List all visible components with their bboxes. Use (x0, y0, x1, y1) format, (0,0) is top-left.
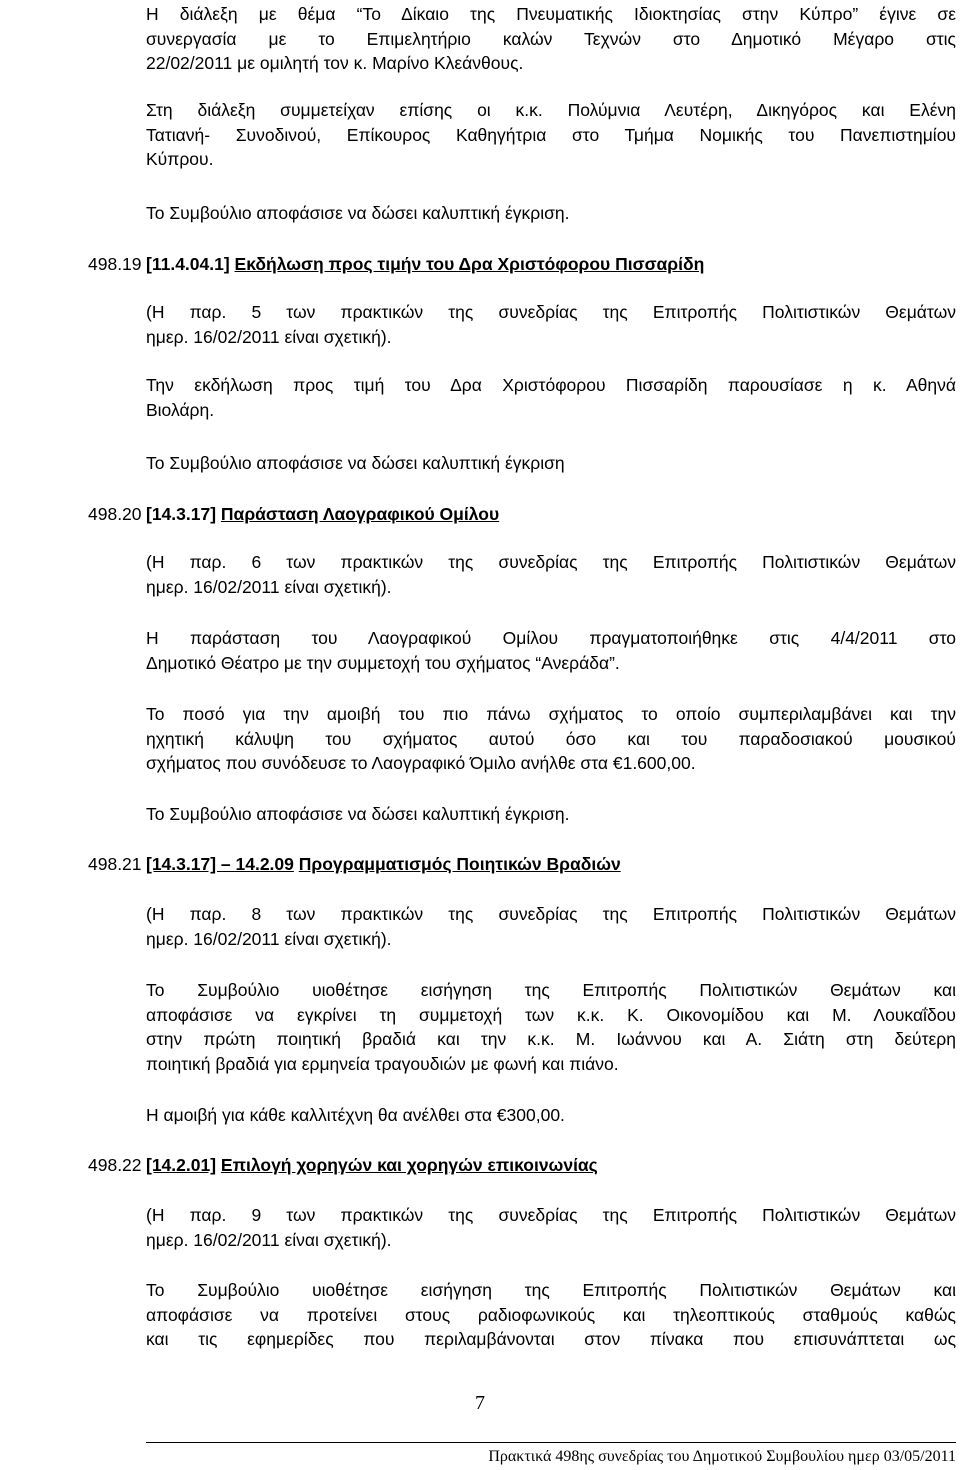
text-line: και τις εφημερίδες που περιλαμβάνονται στον πίνακα που επισυνάπτεται ως (146, 1329, 956, 1350)
page-number: 7 (475, 1392, 485, 1414)
text-line: συνεργασία με το Επιμελητήριο καλών Τεχνών στο Δημοτικό Μέγαρο στις (146, 28, 956, 49)
item-ref: [14.3.17] – 14.2.09 (146, 854, 294, 874)
item-title: Παράσταση Λαογραφικού Ομίλου (220, 504, 500, 524)
text-line: Τατιανή- Συνοδινού, Επίκουρος Καθηγήτρια στο Τμήμα Νομικής του Πανεπιστημίου (146, 124, 956, 145)
item-ref-note (146, 550, 956, 599)
item-title: Προγραμματισμός Ποιητικών Βραδιών (298, 854, 621, 874)
text-line: Το ποσό για την αμοιβή του πιο πάνω σχήματος το οποίο συμπεριλαμβάνει και την (146, 704, 956, 724)
item-heading-498-19 (88, 252, 958, 276)
text-line: Η αμοιβή για κάθε καλλιτέχνη θα ανέλθει στα €300,00. (146, 1105, 565, 1125)
text-line: (Η παρ. 5 των πρακτικών της συνεδρίας της Επιτροπής Πολιτιστικών Θεμάτων (146, 302, 956, 322)
text-line: ημερ. 16/02/2011 είναι σχετική). (146, 928, 392, 949)
text-line: αποφάσισε να εγκρίνει τη συμμετοχή των κ.κ. Κ. Οικονομίδου και Μ. Λουκαΐδου (146, 1004, 956, 1025)
item-body-paragraph (146, 1103, 956, 1128)
item-ref: [11.4.04.1] (146, 254, 230, 274)
text-line: ημερ. 16/02/2011 είναι σχετική). (146, 326, 392, 347)
text-line: Στη διάλεξη συμμετείχαν επίσης οι κ.κ. Πολύμνια Λευτέρη, Δικηγόρος και Ελένη (146, 100, 956, 120)
item-ref-note (146, 300, 956, 349)
footer-divider (146, 1442, 956, 1443)
item-heading-498-21 (88, 852, 958, 876)
item-body-paragraph (146, 1278, 956, 1352)
item-ref-note (146, 902, 956, 951)
text-line: Βιολάρη. (146, 399, 215, 420)
item-body-paragraph (146, 626, 956, 675)
item-number: 498.22 (88, 1155, 142, 1175)
text-line: (Η παρ. 8 των πρακτικών της συνεδρίας της Επιτροπής Πολιτιστικών Θεμάτων (146, 904, 956, 924)
text-line: ημερ. 16/02/2011 είναι σχετική). (146, 576, 392, 597)
item-heading-498-22 (88, 1153, 958, 1177)
item-number: 498.19 (88, 254, 142, 274)
item-ref: [14.3.17] (146, 504, 217, 524)
paragraph-lecture-intro (146, 2, 956, 76)
text-line: Η διάλεξη με θέμα “Το Δίκαιο της Πνευματικής Ιδιοκτησίας στην Κύπρο” έγινε σε (146, 4, 956, 24)
text-line: 22/02/2011 με ομιλητή τον κ. Μαρίνο Κλεάνθους. (146, 53, 524, 74)
item-body-paragraph (146, 802, 956, 827)
item-ref: [14.2.01] (146, 1155, 217, 1175)
item-title: Εκδήλωση προς τιμήν του Δρα Χριστόφορου Πισσαρίδη (234, 254, 705, 274)
item-body-paragraph (146, 978, 956, 1076)
text-line: Το Συμβούλιο αποφάσισε να δώσει καλυπτική έγκριση. (146, 203, 570, 223)
item-ref-note (146, 1203, 956, 1252)
text-line: (Η παρ. 6 των πρακτικών της συνεδρίας της Επιτροπής Πολιτιστικών Θεμάτων (146, 552, 956, 572)
text-line: Κύπρου. (146, 149, 214, 170)
text-line: ημερ. 16/02/2011 είναι σχετική). (146, 1229, 392, 1250)
item-number: 498.21 (88, 854, 142, 874)
paragraph-lecture-participants (146, 98, 956, 172)
item-heading-498-20 (88, 502, 958, 526)
text-line: ηχητική κάλυψη του σχήματος αυτού όσο και του παραδοσιακού μουσικού (146, 728, 956, 749)
item-body-paragraph (146, 451, 956, 476)
text-line: αποφάσισε να προτείνει στους ραδιοφωνικούς και τηλεοπτικούς σταθμούς καθώς (146, 1304, 956, 1325)
text-line: Το Συμβούλιο υιοθέτησε εισήγηση της Επιτροπής Πολιτιστικών Θεμάτων και (146, 980, 956, 1000)
item-body-paragraph (146, 373, 956, 422)
item-number: 498.20 (88, 504, 142, 524)
text-line: Την εκδήλωση προς τιμή του Δρα Χριστόφορου Πισσαρίδη παρουσίασε η κ. Αθηνά (146, 375, 956, 395)
text-line: Το Συμβούλιο αποφάσισε να δώσει καλυπτική έγκριση. (146, 804, 570, 824)
text-line: στην πρώτη ποιητική βραδιά και την κ.κ. Μ. Ιωάννου και Α. Σιάτη στη δεύτερη (146, 1029, 956, 1050)
text-line: Η παράσταση του Λαογραφικού Ομίλου πραγματοποιήθηκε στις 4/4/2011 στο (146, 628, 956, 648)
text-line: Το Συμβούλιο αποφάσισε να δώσει καλυπτική έγκριση (146, 453, 565, 473)
text-line: (Η παρ. 9 των πρακτικών της συνεδρίας της Επιτροπής Πολιτιστικών Θεμάτων (146, 1205, 956, 1225)
text-line: σχήματος που συνόδευσε το Λαογραφικό Όμιλο ανήλθε στα €1.600,00. (146, 753, 696, 774)
item-title: Επιλογή χορηγών και χορηγών επικοινωνίας (220, 1155, 598, 1175)
text-line: ποιητική βραδιά για ερμηνεία τραγουδιών με φωνή και πιάνο. (146, 1053, 619, 1074)
page-footer: Πρακτικά 498ης συνεδρίας του Δημοτικού Συμβουλίου ημερ 03/05/2011 (488, 1448, 956, 1465)
item-body-paragraph (146, 702, 956, 776)
text-line: Το Συμβούλιο υιοθέτησε εισήγηση της Επιτροπής Πολιτιστικών Θεμάτων και (146, 1280, 956, 1300)
paragraph-decision (146, 201, 956, 226)
text-line: Δημοτικό Θέατρο με την συμμετοχή του σχήματος “Ανεράδα”. (146, 652, 620, 673)
